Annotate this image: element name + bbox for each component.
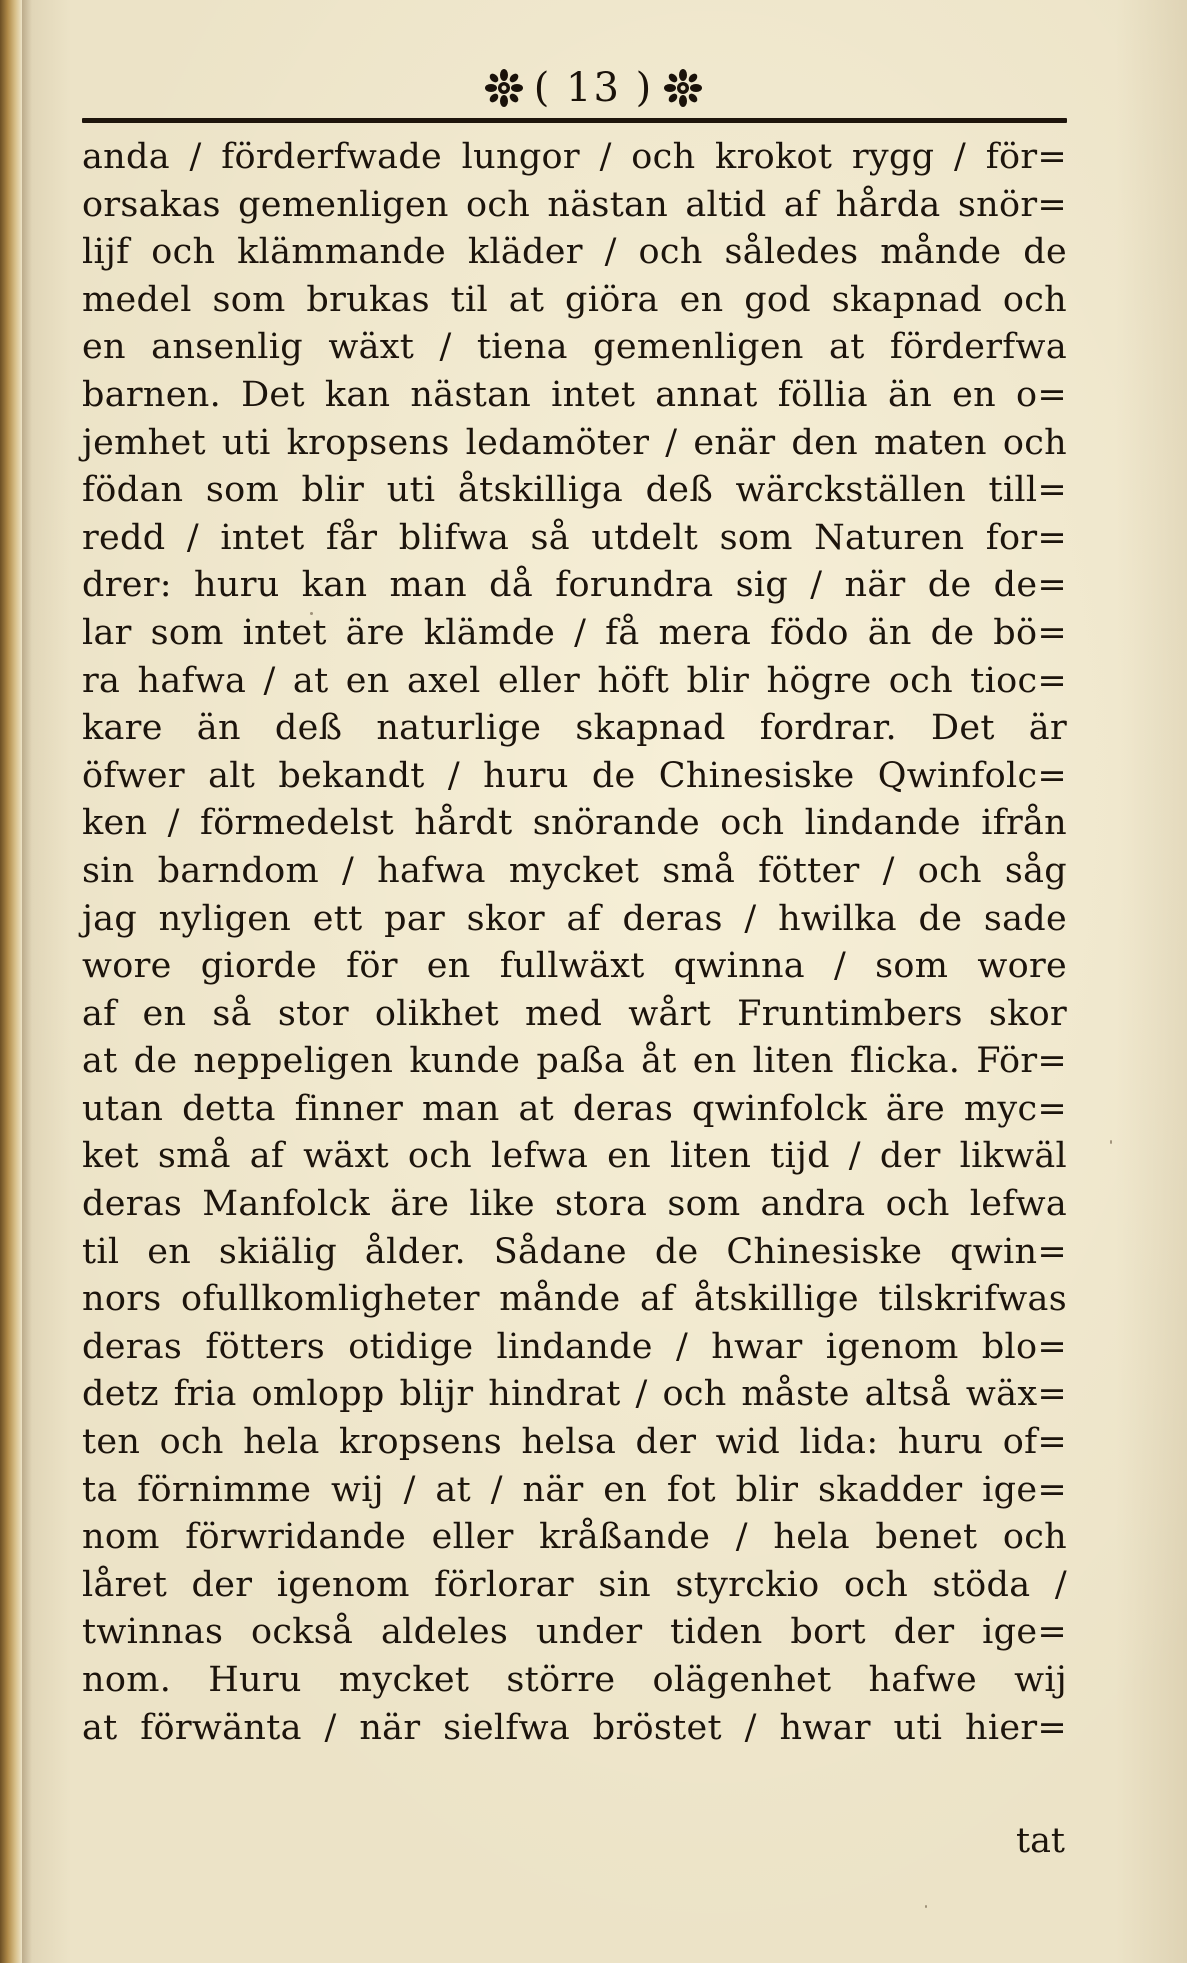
text-line: wore giorde för en fullwäxt qwinna / som wore bbox=[82, 946, 1067, 987]
text-line: orsakas gemenligen och nästan altid af hårda snör= bbox=[82, 184, 1067, 225]
text-line: ket små af wäxt och lefwa en liten tijd / der likwäl bbox=[82, 1136, 1067, 1177]
page-header bbox=[0, 58, 1187, 118]
text-line: en ansenlig wäxt / tiena gemenligen at förderfwa bbox=[82, 327, 1067, 368]
text-line: jemhet uti kropsens ledamöter / enär den maten och bbox=[82, 422, 1067, 463]
binding-edge bbox=[0, 0, 22, 1963]
text-line: ten och hela kropsens helsa der wid lida: huru of= bbox=[82, 1422, 1067, 1463]
floral-ornament-left-icon bbox=[484, 68, 524, 108]
text-line: låret der igenom förlorar sin styrckio och stöda / bbox=[82, 1564, 1067, 1605]
catchword: tat bbox=[1016, 1821, 1065, 1861]
text-line: detz fria omlopp blijr hindrat / och måste altså wäx= bbox=[82, 1374, 1067, 1415]
text-line: redd / intet får blifwa så utdelt som Naturen for= bbox=[82, 517, 1067, 558]
text-line: nom förwridande eller kråßande / hela benet och bbox=[82, 1517, 1067, 1558]
floral-ornament-right-icon bbox=[663, 68, 703, 108]
text-line: ken / förmedelst hårdt snörande och lindande ifrån bbox=[82, 803, 1067, 844]
header-rule bbox=[82, 118, 1067, 123]
text-line: barnen. Det kan nästan intet annat föllia än en o= bbox=[82, 374, 1067, 415]
text-line: födan som blir uti åtskilliga deß wärckställen till= bbox=[82, 470, 1067, 511]
paper-speck bbox=[310, 612, 313, 615]
text-line: deras Manfolck äre like stora som andra och lefwa bbox=[82, 1184, 1067, 1225]
text-line: lar som intet äre klämde / få mera födo än de bö= bbox=[82, 612, 1067, 653]
text-line: til en skiälig ålder. Sådane de Chinesiske qwin= bbox=[82, 1231, 1067, 1272]
paper-speck bbox=[1110, 1140, 1112, 1144]
binding-shadow bbox=[22, 0, 32, 1963]
text-line: utan detta finner man at deras qwinfolck äre myc= bbox=[82, 1088, 1067, 1129]
text-line: at förwänta / när sielfwa bröstet / hwar uti hier= bbox=[82, 1707, 1067, 1748]
text-line: nors ofullkomligheter månde af åtskillige tilskrifwas bbox=[82, 1279, 1067, 1320]
text-line: anda / förderfwade lungor / och krokot rygg / för= bbox=[82, 137, 1067, 177]
text-line: medel som brukas til at giöra en god skapnad och bbox=[82, 279, 1067, 320]
page-number: ( 13 ) bbox=[533, 65, 654, 111]
text-line: drer: huru kan man då forundra sig / när de de= bbox=[82, 565, 1067, 606]
body-text bbox=[82, 134, 1067, 1752]
text-line: deras fötters otidige lindande / hwar igenom blo= bbox=[82, 1326, 1067, 1367]
text-line: at de neppeligen kunde paßa åt en liten flicka. För= bbox=[82, 1041, 1067, 1082]
text-line: twinnas också aldeles under tiden bort der ige= bbox=[82, 1612, 1067, 1653]
text-line: ra hafwa / at en axel eller höft blir högre och tioc= bbox=[82, 660, 1067, 701]
text-line: ta förnimme wij / at / när en fot blir skadder ige= bbox=[82, 1469, 1067, 1510]
text-line: öfwer alt bekandt / huru de Chinesiske Qwinfolc= bbox=[82, 755, 1067, 796]
text-line: sin barndom / hafwa mycket små fötter / och såg bbox=[82, 850, 1067, 891]
text-line: af en så stor olikhet med wårt Fruntimbers skor bbox=[82, 993, 1067, 1034]
text-line: nom. Huru mycket större olägenhet hafwe wij bbox=[82, 1660, 1067, 1700]
text-line: lijf och klämmande kläder / och således månde de bbox=[82, 232, 1067, 273]
paper-speck bbox=[925, 1905, 927, 1908]
text-line: jag nyligen ett par skor af deras / hwilka de sade bbox=[82, 898, 1067, 939]
text-line: kare än deß naturlige skapnad fordrar. Det är bbox=[82, 708, 1067, 749]
